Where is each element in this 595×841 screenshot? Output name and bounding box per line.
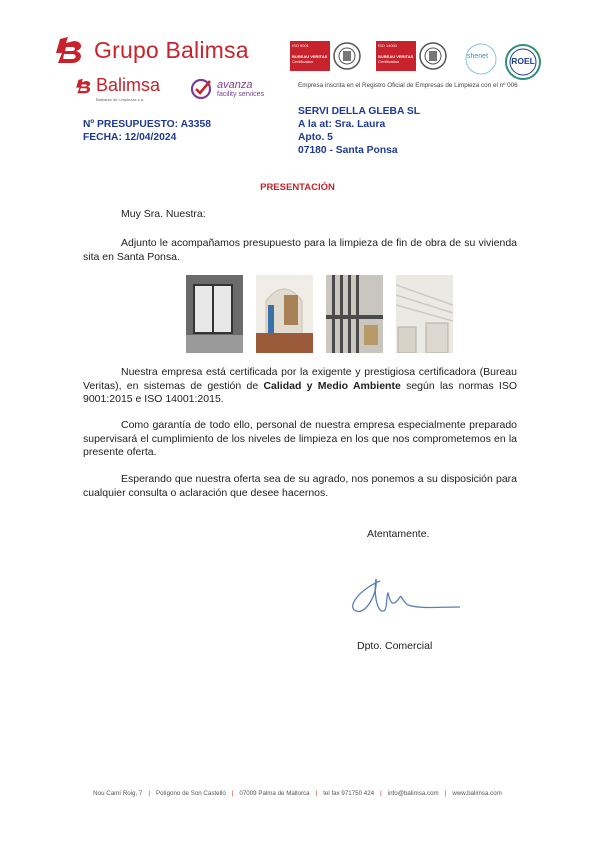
intro-paragraph: Adjunto le acompañamos presupuesto para la limpieza de fin de obra de su vivienda sita en Santa Ponsa. bbox=[83, 237, 517, 263]
photo-arched-doorway bbox=[256, 275, 313, 353]
balimsa-b-mark-icon bbox=[52, 35, 88, 65]
cert2-body: BUREAU VERITAS bbox=[378, 54, 414, 59]
photo-railing bbox=[326, 275, 383, 353]
bureau-veritas-seal-icon bbox=[332, 41, 362, 71]
shenet-logo bbox=[465, 43, 497, 75]
roel-logo bbox=[504, 43, 542, 81]
cert-text-after: según las normas ISO 9001:2015 e ISO 14001:2015. bbox=[83, 379, 517, 405]
avanza-logo bbox=[190, 78, 264, 100]
footer-address: Nou Camí Roig, 7 bbox=[93, 790, 143, 797]
cert1-code: ISO 9001 bbox=[292, 43, 309, 48]
balimsa-logo bbox=[74, 75, 161, 102]
footer: Nou Camí Roig, 7 | Polígono de Son Castelló | 07009 Palma de Mallorca | tel fax 971750 424 | info@balimsa.com | www.balimsa.com bbox=[93, 790, 502, 797]
salutation: Muy Sra. Nuestra: bbox=[121, 208, 206, 220]
signature-image bbox=[342, 571, 462, 616]
footer-city: 07009 Palma de Mallorca bbox=[239, 790, 310, 797]
brand-main: Grupo Balimsa bbox=[94, 36, 249, 63]
recipient-company: SERVI DELLA GLEBA SL bbox=[298, 106, 421, 117]
balimsa-small-mark-icon bbox=[74, 76, 94, 96]
shenet-label: shenet bbox=[467, 53, 489, 60]
footer-phone: tel fax 971750 424 bbox=[323, 790, 375, 797]
cert-text-before: Nuestra empresa está certificada por la exigente y prestigiosa certificadora (Bureau Veritas), en sistemas de gestión de bbox=[83, 366, 517, 392]
reference-block bbox=[83, 118, 211, 144]
photo-ceiling bbox=[396, 275, 453, 353]
brand-sub-tagline: Baleares de Limpiezas s.a. bbox=[96, 97, 145, 102]
partner-tagline: facility services bbox=[217, 90, 265, 98]
roel-label: ROEL bbox=[511, 56, 535, 66]
cert2-code: ISO 14001 bbox=[378, 43, 398, 48]
budget-date: FECHA: 12/04/2024 bbox=[83, 132, 177, 143]
certification-paragraph bbox=[83, 366, 517, 407]
recipient-attention: A la at: Sra. Laura bbox=[298, 119, 386, 130]
regards: Atentamente. bbox=[367, 528, 430, 540]
brand-sub: Balimsa bbox=[96, 75, 161, 95]
avanza-check-icon bbox=[190, 78, 214, 100]
photo-window bbox=[186, 275, 243, 353]
footer-email: info@balimsa.com bbox=[387, 790, 439, 797]
footer-website: www.balimsa.com bbox=[452, 790, 502, 797]
cert-text-bold: Calidad y Medio Ambiente bbox=[263, 379, 401, 392]
iso14001-certificate bbox=[376, 41, 448, 71]
footer-industrial-park: Polígono de Son Castelló bbox=[155, 790, 226, 797]
cert2-label: Certification bbox=[378, 59, 400, 64]
closing-paragraph: Esperando que nuestra oferta sea de su agrado, nos ponemos a su disposición para cualquier consulta o aclaración que desee hacernos. bbox=[83, 473, 517, 499]
recipient-block bbox=[298, 105, 420, 157]
partner-name: avanza bbox=[217, 78, 253, 91]
budget-number: Nº PRESUPUESTO: A3358 bbox=[83, 119, 211, 130]
grupo-balimsa-logo bbox=[52, 33, 249, 67]
recipient-postal: 07180 - Santa Ponsa bbox=[298, 145, 398, 156]
department: Dpto. Comercial bbox=[357, 640, 433, 652]
guarantee-paragraph: Como garantía de todo ello, personal de nuestra empresa especialmente preparado supervisará el cumplimiento de los niveles de limpieza en los que nos comprometemos en la presente oferta. bbox=[83, 419, 517, 458]
recipient-unit: Apto. 5 bbox=[298, 132, 333, 143]
bureau-veritas-seal-icon bbox=[418, 41, 448, 71]
photo-gallery bbox=[186, 275, 453, 353]
registry-note: Empresa inscrita en el Registro Oficial de Empresas de Limpieza con el nº 006 bbox=[298, 82, 518, 89]
cert1-label: Certification bbox=[292, 59, 314, 64]
iso9001-certificate bbox=[290, 41, 362, 71]
cert1-body: BUREAU VERITAS bbox=[292, 54, 328, 59]
letter-title: PRESENTACIÓN bbox=[260, 182, 335, 193]
